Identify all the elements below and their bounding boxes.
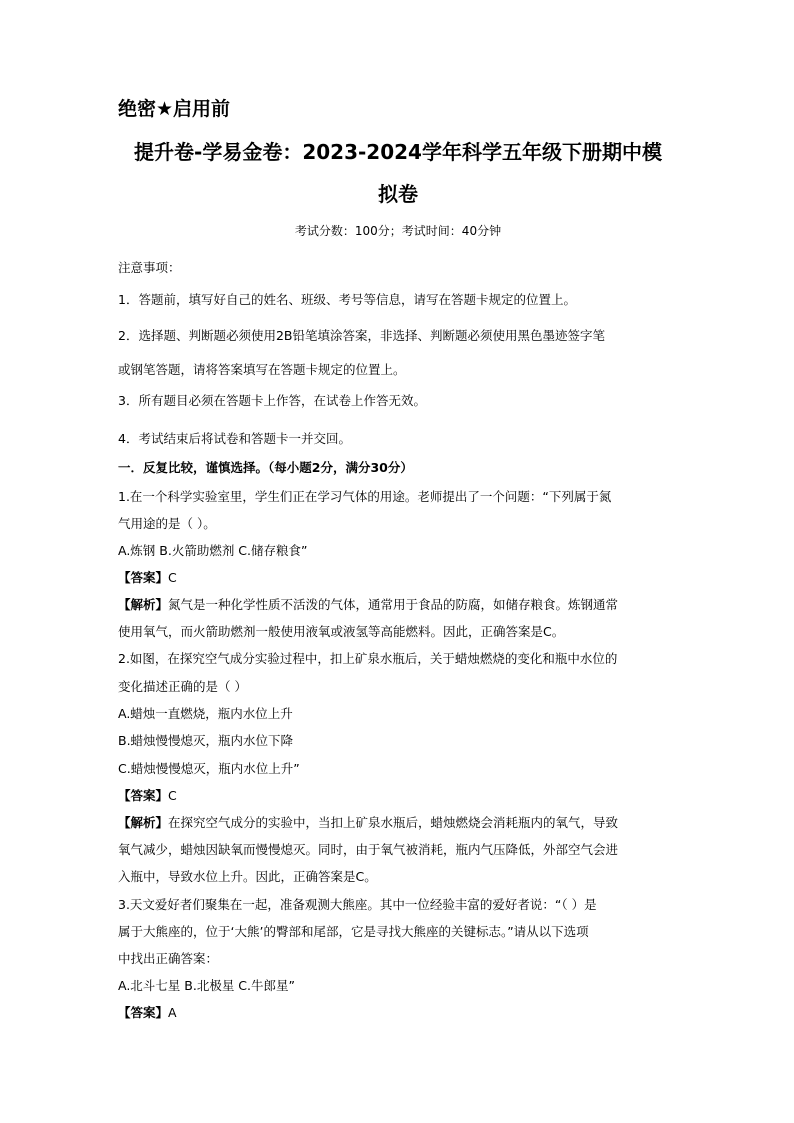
q2-explanation-line3: 入瓶中，导致水位上升。因此，正确答案是C。 <box>118 869 377 884</box>
q2-line2: 变化描述正确的是（ ） <box>118 679 247 694</box>
exam-meta: 考试分数：100分；考试时间：40分钟 <box>294 224 502 238</box>
explanation-label: 【解析】 <box>118 597 169 612</box>
secret-label: 绝密★启用前 <box>118 98 231 120</box>
answer-label: 【答案】 <box>118 1005 169 1020</box>
answer-label: 【答案】 <box>118 570 169 585</box>
answer-value: C <box>168 788 177 803</box>
q1-explanation-line1 <box>118 595 618 613</box>
q2-option-a: A.蜡烛一直燃烧，瓶内水位上升 <box>118 706 293 721</box>
note-4: 4．考试结束后将试卷和答题卡一并交回。 <box>118 431 351 446</box>
q3-answer <box>118 1003 177 1021</box>
q3-line1: 3.天文爱好者们聚集在一起，准备观测大熊座。其中一位经验丰富的爱好者说：“（ ）是 <box>118 897 597 912</box>
q3-line3: 中找出正确答案： <box>118 951 219 966</box>
section-heading: 一．反复比较，谨慎选择。（每小题2分，满分30分） <box>118 460 413 475</box>
answer-label: 【答案】 <box>118 788 169 803</box>
q2-answer <box>118 786 177 804</box>
note-3: 3．所有题目必须在答题卡上作答，在试卷上作答无效。 <box>118 393 426 408</box>
note-2-line1: 2．选择题、判断题必须使用2B铅笔填涂答案，非选择、判断题必须使用黑色墨迹签字笔 <box>118 328 605 343</box>
q3-options: A.北斗七星 B.北极星 C.牛郎星” <box>118 978 295 993</box>
note-1: 1．答题前，填写好自己的姓名、班级、考号等信息，请写在答题卡规定的位置上。 <box>118 292 576 307</box>
answer-value: A <box>168 1005 177 1020</box>
q2-option-b: B.蜡烛慢慢熄灭，瓶内水位下降 <box>118 733 294 748</box>
q2-line1: 2.如图，在探究空气成分实验过程中，扣上矿泉水瓶后，关于蜡烛燃烧的变化和瓶中水位的 <box>118 651 618 666</box>
q3-line2: 属于大熊座的，位于‘大熊’的臀部和尾部，它是寻找大熊座的关键标志。”请从以下选项 <box>118 924 589 939</box>
page-title-line1: 提升卷-学易金卷：2023-2024学年科学五年级下册期中模 <box>134 140 662 164</box>
q1-answer <box>118 568 177 586</box>
notes-heading: 注意事项： <box>118 260 181 275</box>
explanation-text: 在探究空气成分的实验中，当扣上矿泉水瓶后，蜡烛燃烧会消耗瓶内的氧气，导致 <box>168 815 619 830</box>
q1-line2: 气用途的是（ ）。 <box>118 516 216 531</box>
page-title-line2: 拟卷 <box>378 182 418 206</box>
answer-value: C <box>168 570 177 585</box>
q1-line1: 1.在一个科学实验室里，学生们正在学习气体的用途。老师提出了一个问题：“下列属于氮 <box>118 489 612 504</box>
q1-explanation-line2: 使用氧气，而火箭助燃剂一般使用液氧或液氢等高能燃料。因此，正确答案是C。 <box>118 624 565 639</box>
note-2-line2: 或钢笔答题，请将答案填写在答题卡规定的位置上。 <box>118 362 406 377</box>
explanation-label: 【解析】 <box>118 815 169 830</box>
q2-option-c: C.蜡烛慢慢熄灭，瓶内水位上升” <box>118 761 300 776</box>
q2-explanation-line1 <box>118 813 618 831</box>
q2-explanation-line2: 氧气减少，蜡烛因缺氧而慢慢熄灭。同时，由于氧气被消耗，瓶内气压降低，外部空气会进 <box>118 842 619 857</box>
explanation-text: 氮气是一种化学性质不活泼的气体，通常用于食品的防腐，如储存粮食。炼钢通常 <box>168 597 619 612</box>
q1-options: A.炼钢 B.火箭助燃剂 C.储存粮食” <box>118 543 308 558</box>
